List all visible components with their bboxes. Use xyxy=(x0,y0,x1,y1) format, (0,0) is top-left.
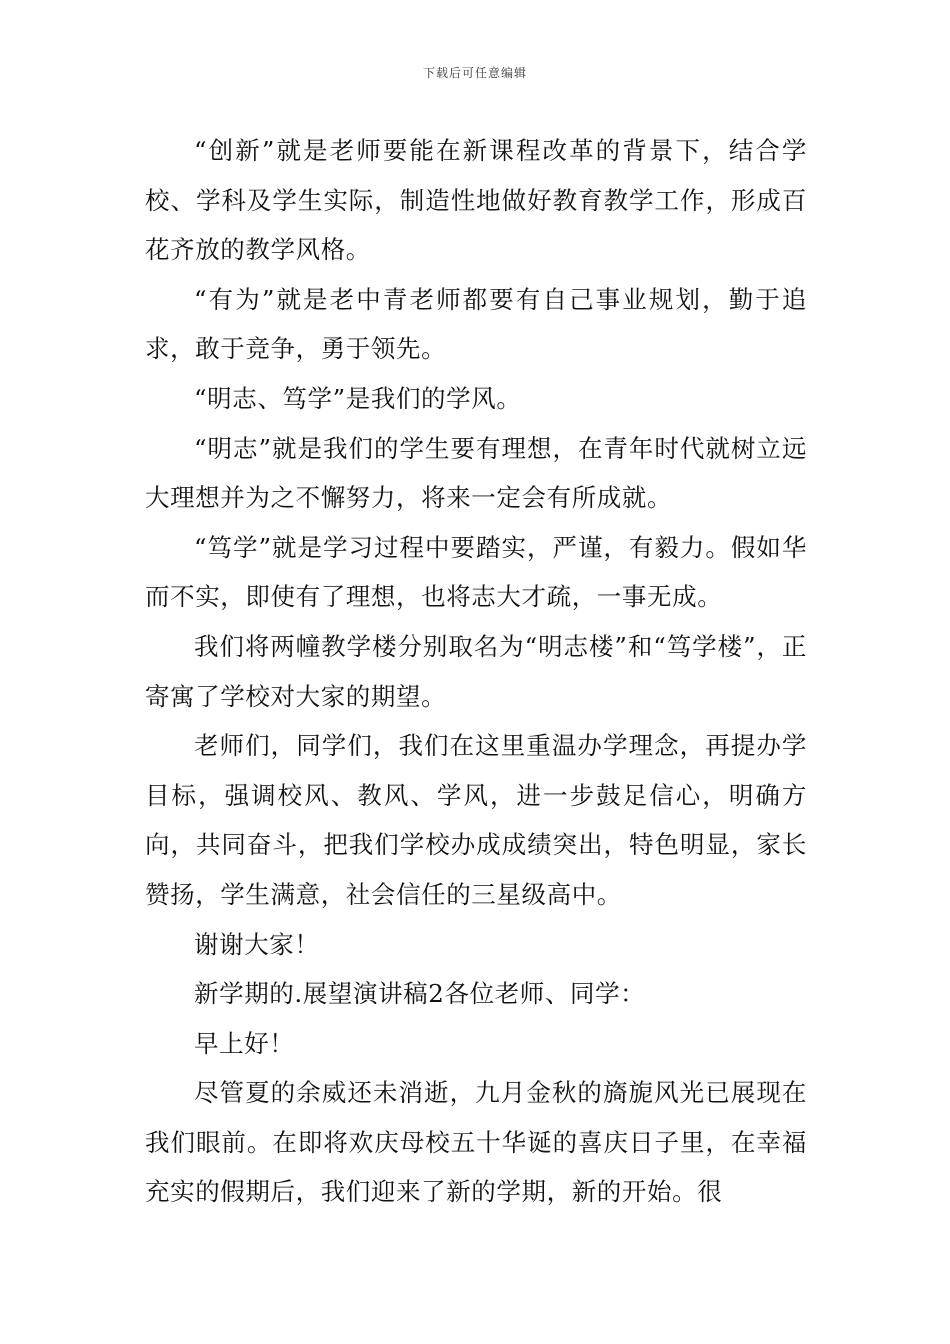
paragraph-innovation: “创新”就是老师要能在新课程改革的背景下，结合学校、学科及学生实际，制造性地做好教育教学工作，形成百花齐放的教学风格。 xyxy=(145,136,807,265)
paragraph-greeting: 早上好！ xyxy=(194,1028,295,1058)
paragraph-buildings: 我们将两幢教学楼分别取名为“明志楼”和“笃学楼”，正寄寓了学校对大家的期望。 xyxy=(145,631,807,711)
paragraph-speech-title: 新学期的.展望演讲稿2各位老师、同学： xyxy=(194,979,646,1009)
paragraph-achievement: “有为”就是老中青老师都要有自己事业规划，勤于追求，敢于竞争，勇于领先。 xyxy=(145,284,807,364)
page-header-note: 下载后可任意编辑 xyxy=(422,66,527,80)
paragraph-study-style: “明志、笃学”是我们的学风。 xyxy=(194,383,522,413)
paragraph-goals: 老师们，同学们，我们在这里重温办学理念，再提办学目标，强调校风、教风、学风，进一步鼓足信心，明确方向，共同奋斗，把我们学校办成成绩突出，特色明显，家长赞扬，学生满意，社会信任的三星级高中。 xyxy=(145,731,807,909)
document-body xyxy=(145,126,807,1217)
paragraph-opening: 尽管夏的余威还未消逝，九月金秋的旖旎风光已展现在我们眼前。在即将欢庆母校五十华诞的喜庆日子里，在幸福充实的假期后，我们迎来了新的学期，新的开始。很 xyxy=(145,1078,807,1207)
paragraph-thanks: 谢谢大家！ xyxy=(194,929,320,959)
paragraph-mingzhi: “明志”就是我们的学生要有理想，在青年时代就树立远大理想并为之不懈努力，将来一定会有所成就。 xyxy=(145,433,807,513)
paragraph-duxue: “笃学”就是学习过程中要踏实，严谨，有毅力。假如华而不实，即使有了理想，也将志大才疏，一事无成。 xyxy=(145,532,807,612)
